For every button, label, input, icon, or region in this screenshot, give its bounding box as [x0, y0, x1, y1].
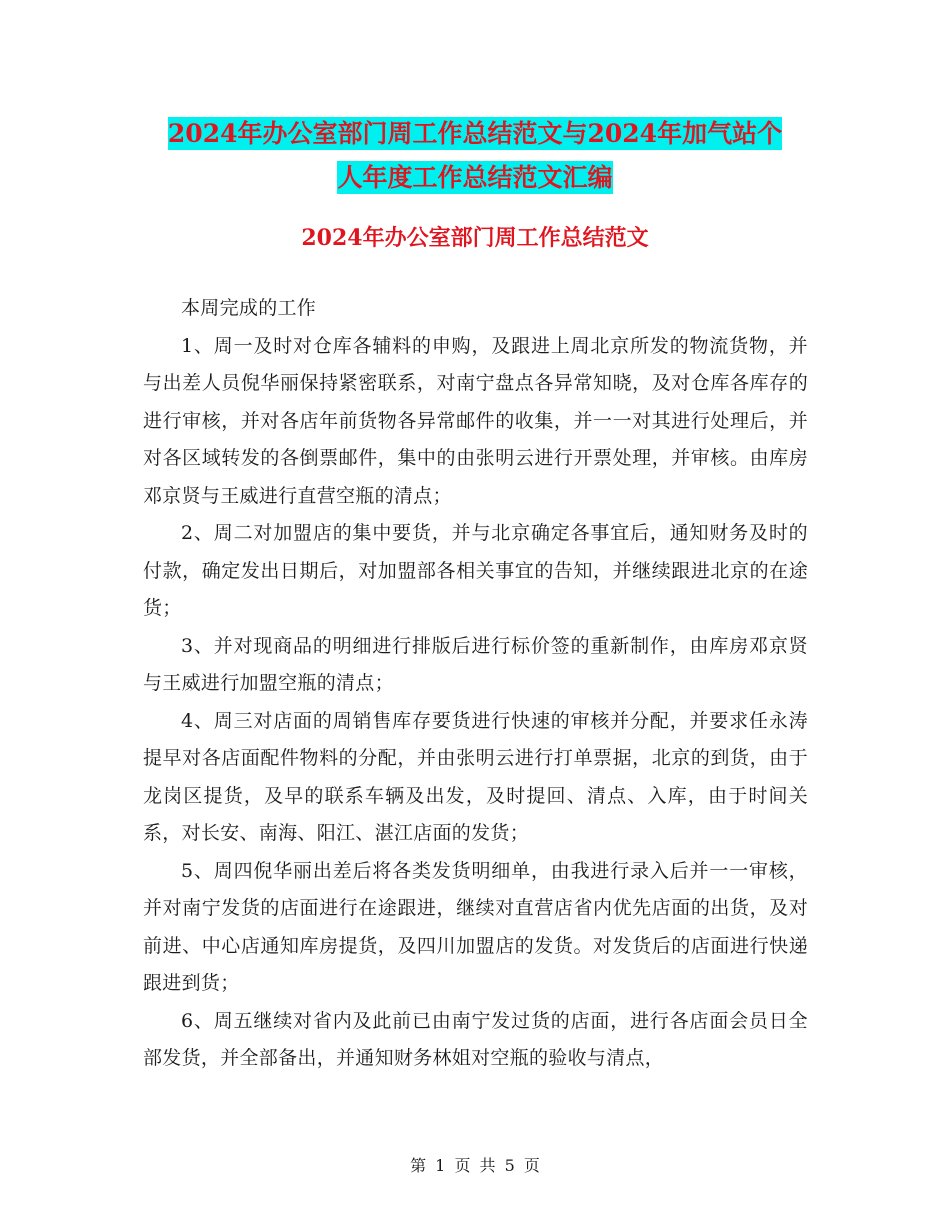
page-footer: 第 1 页 共 5 页 — [410, 1156, 540, 1175]
section-title: 2024年办公室部门周工作总结范文 — [301, 225, 649, 251]
title-line-1: 2024年办公室部门周工作总结范文与2024年加气站个 — [167, 119, 783, 148]
paragraph: 2、周二对加盟店的集中要货，并与北京确定各事宜后，通知财务及时的付款，确定发出日期后，对加盟部各相关事宜的告知，并继续跟进北京的在途货； — [143, 522, 808, 619]
paragraph: 6、周五继续对省内及此前已由南宁发过货的店面，进行各店面会员日全部发货，并全部备出，并通知财务林姐对空瓶的验收与清点， — [143, 1009, 808, 1069]
document-body — [143, 290, 808, 1078]
paragraph: 3、并对现商品的明细进行排版后进行标价签的重新制作，由库房邓京贤与王威进行加盟空瓶的清点； — [143, 634, 808, 694]
paragraph: 4、周三对店面的周销售库存要货进行快速的审核并分配，并要求任永涛提早对各店面配件物料的分配，并由张明云进行打单票据，北京的到货，由于龙岗区提货，及早的联系车辆及出发，及时提回、清点、入库，由于时间关系，对长安、南海、阳江、湛江店面的发货； — [143, 709, 808, 844]
paragraph: 5、周四倪华丽出差后将各类发货明细单，由我进行录入后并一一审核，并对南宁发货的店面进行在途跟进，继续对直营店省内优先店面的出货，及对前进、中心店通知库房提货，及四川加盟店的发货。对发货后的店面进行快递跟进到货； — [143, 859, 808, 994]
paragraph: 1、周一及时对仓库各辅料的申购，及跟进上周北京所发的物流货物，并与出差人员倪华丽保持紧密联系，对南宁盘点各异常知晓，及对仓库各库存的进行审核，并对各店年前货物各异常邮件的收集，并一一对其进行处理后，并对各区域转发的各倒票邮件，集中的由张明云进行开票处理，并审核。由库房邓京贤与王威进行直营空瓶的清点； — [143, 334, 808, 507]
document-title — [140, 112, 810, 200]
title-line-2: 人年度工作总结范文汇编 — [337, 163, 613, 192]
paragraph-heading: 本周完成的工作 — [181, 297, 317, 319]
